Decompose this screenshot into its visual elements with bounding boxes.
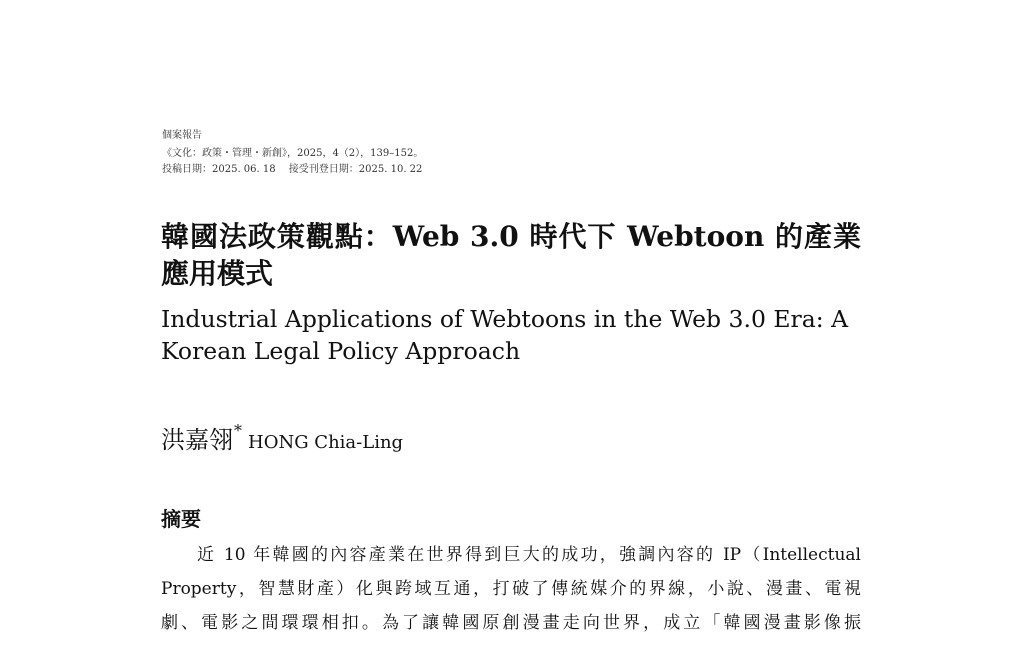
author-footnote-mark: *: [234, 421, 242, 440]
author-line: [161, 420, 403, 455]
abstract-line: 近 10 年韓國的內容產業在世界得到巨大的成功，強調內容的 IP（Intellectual: [197, 545, 861, 565]
title-chinese: 韓國法政策觀點：Web 3.0 時代下 Webtoon 的產業應用模式: [161, 220, 861, 290]
journal-citation: 《文化：政策・管理・新創》，2025，4（2），139–152。: [162, 148, 424, 159]
abstract-line: 劇、電影之間環環相扣。為了讓韓國原創漫畫走向世界，成立「韓國漫畫影像振: [161, 613, 861, 633]
submission-dates: 投稿日期：2025. 06. 18 接受刊登日期：2025. 10. 22: [162, 164, 423, 175]
abstract-body: [161, 538, 861, 640]
author-name-english: HONG Chia-Ling: [248, 432, 404, 453]
title-english: Industrial Applications of Webtoons in the Web 3.0 Era: A Korean Legal Policy Approach: [161, 305, 849, 365]
abstract-heading: 摘要: [161, 507, 201, 531]
author-name-chinese: 洪嘉翎: [161, 426, 233, 454]
abstract-line: Property，智慧財產）化與跨域互通，打破了傳統媒介的界線，小說、漫畫、電視: [161, 579, 861, 599]
article-category: 個案報告: [162, 130, 202, 141]
